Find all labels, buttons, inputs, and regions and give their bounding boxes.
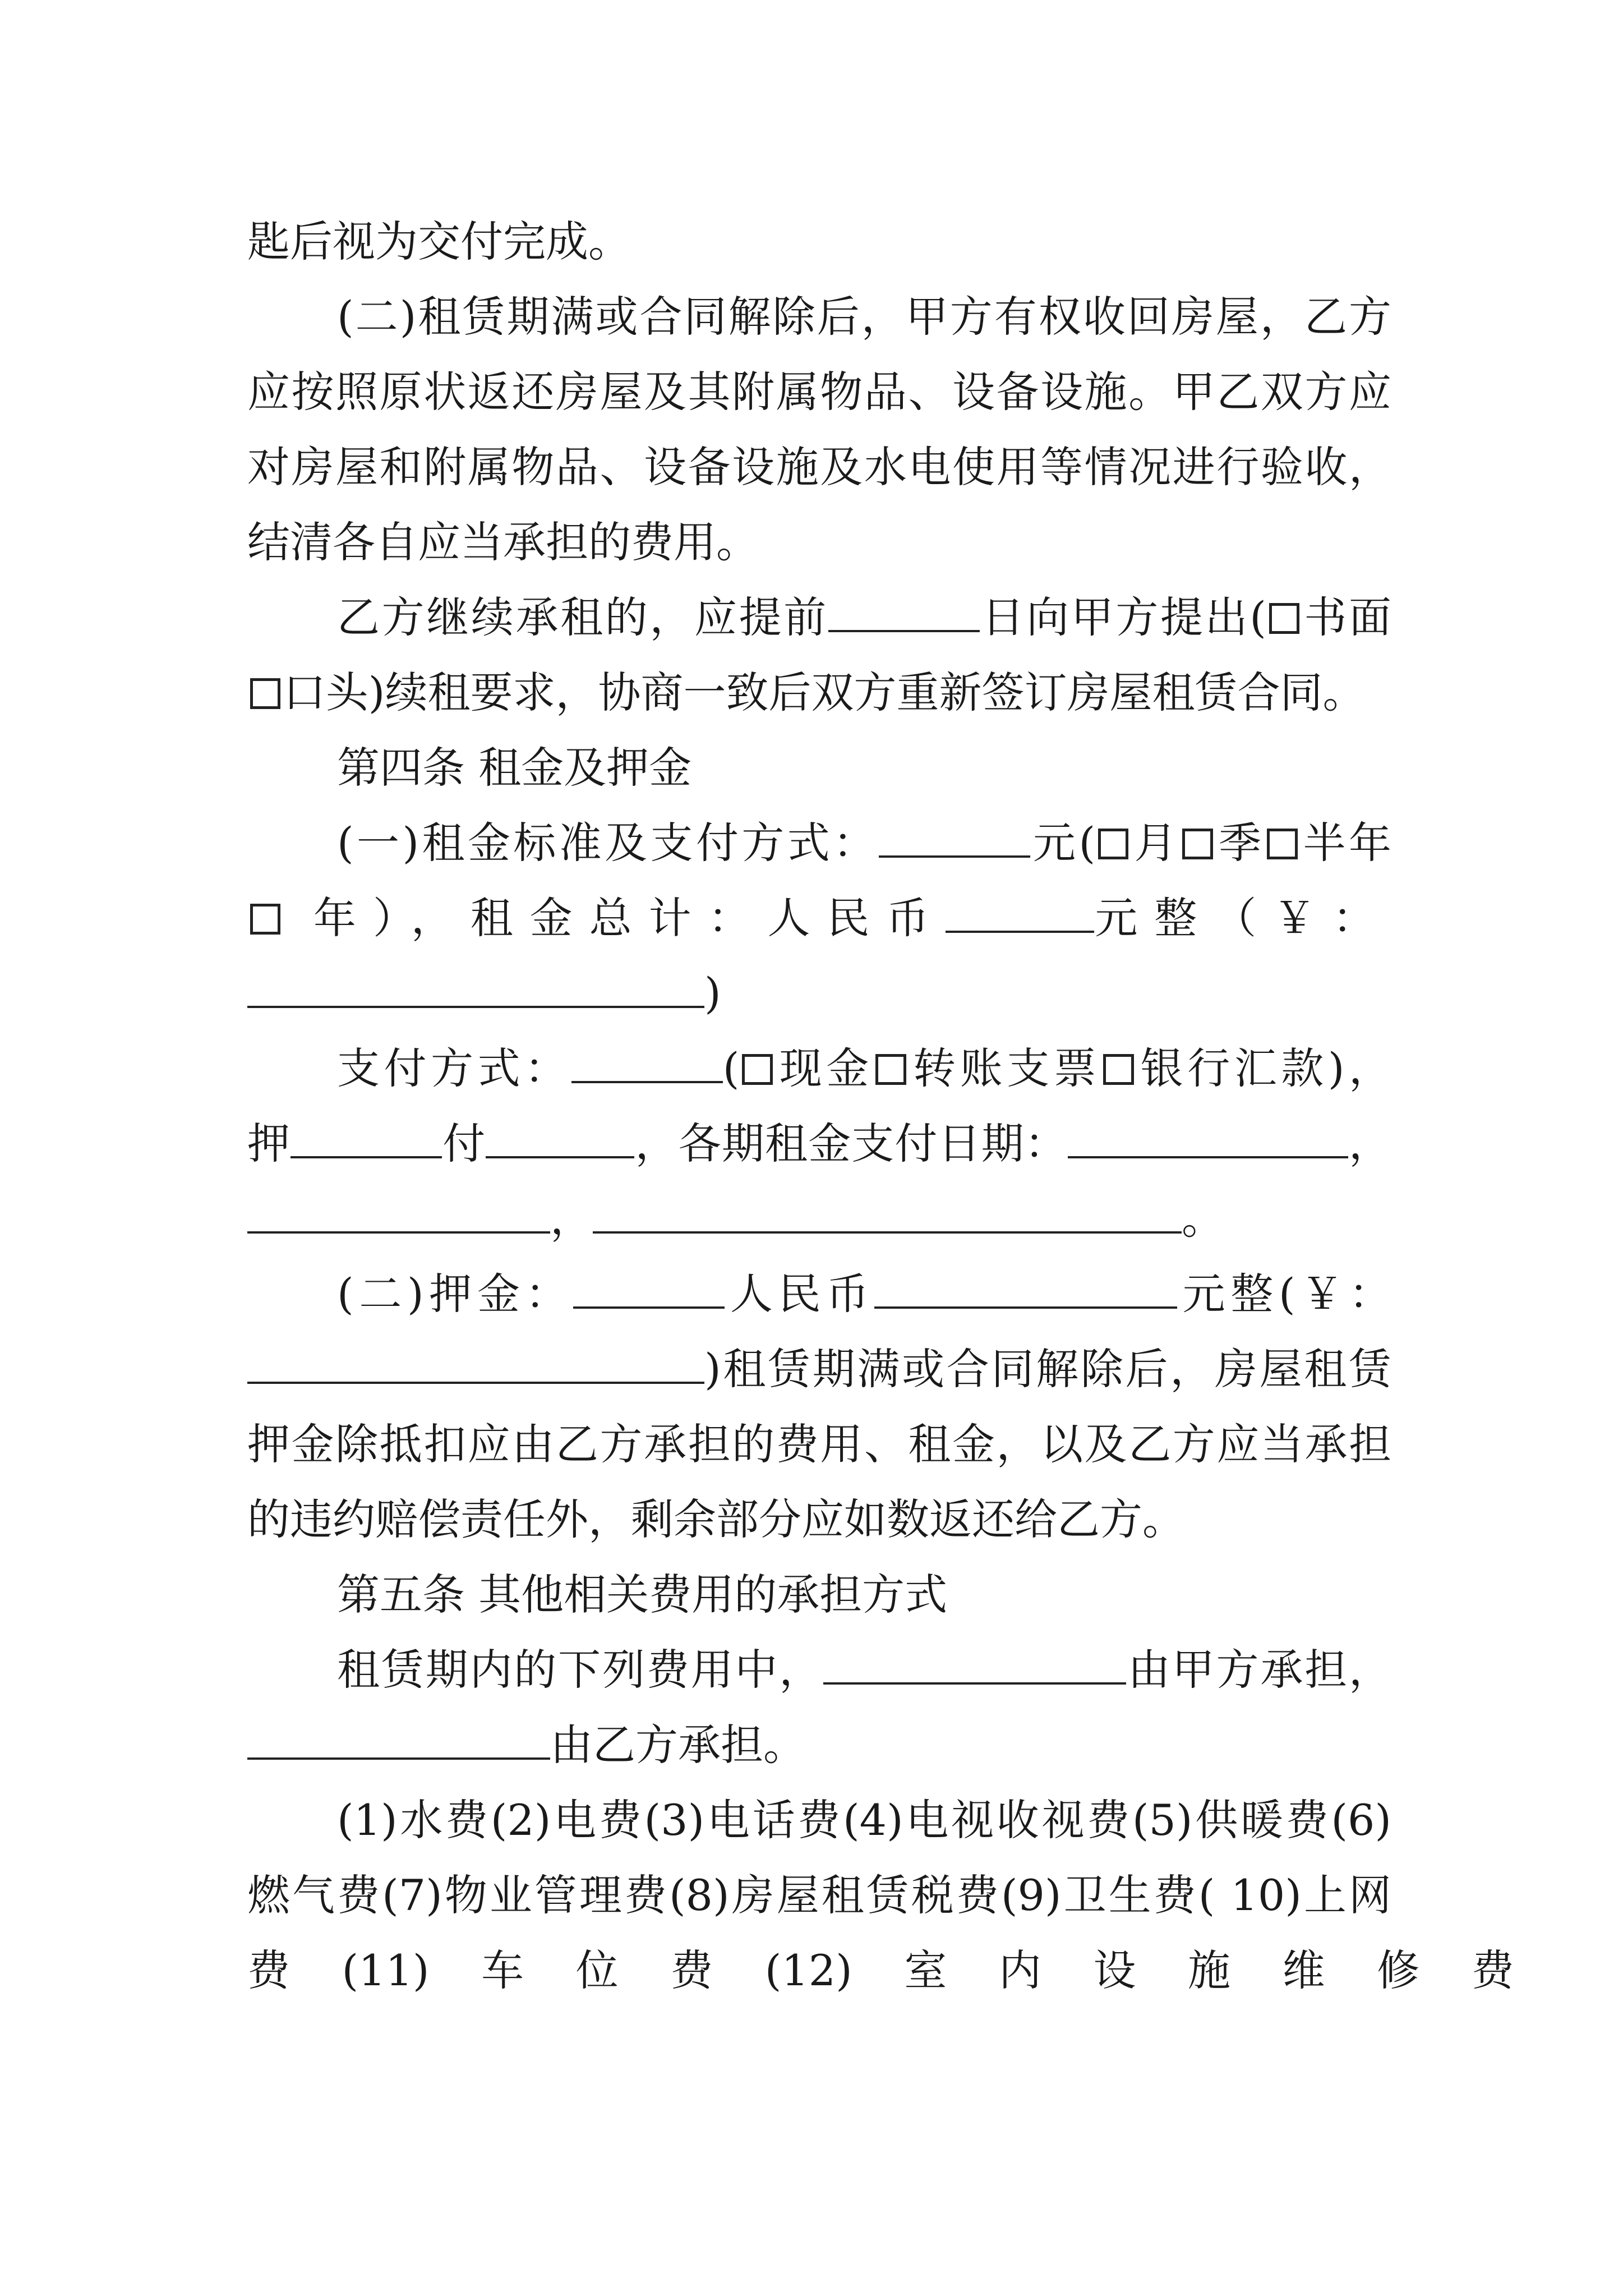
paragraph-line bbox=[247, 882, 1391, 955]
paragraph-line bbox=[247, 1408, 1391, 1481]
fill-blank[interactable] bbox=[823, 1642, 1126, 1685]
text: 。 bbox=[1182, 1194, 1224, 1244]
fill-blank[interactable] bbox=[573, 1266, 725, 1309]
checkbox-label: 半年 bbox=[1300, 818, 1392, 868]
fill-blank[interactable] bbox=[1068, 1116, 1348, 1158]
section-heading bbox=[337, 1558, 1391, 1631]
heading-text: 第五条 其他相关费用的承担方式 bbox=[337, 1570, 948, 1619]
paragraph-line bbox=[247, 1934, 1514, 2007]
text: 押金除抵扣应由乙方承担的费用、租金，以及乙方应当承担 bbox=[247, 1419, 1391, 1469]
text: 押 bbox=[247, 1119, 291, 1168]
checkbox-label: 银行汇款)， bbox=[1136, 1043, 1392, 1093]
fill-blank[interactable] bbox=[247, 1717, 550, 1760]
checkbox[interactable] bbox=[1103, 1054, 1134, 1085]
paragraph-line bbox=[337, 1032, 1391, 1105]
text: (二)租赁期满或合同解除后，甲方有权收回房屋，乙方 bbox=[337, 292, 1391, 342]
text: 乙方继续承租的，应提前 bbox=[337, 592, 828, 642]
checkbox-label: 书面 bbox=[1302, 592, 1392, 642]
checkbox[interactable] bbox=[1267, 829, 1298, 859]
fill-blank[interactable] bbox=[593, 1191, 1182, 1234]
text: 由乙方承担。 bbox=[550, 1720, 806, 1770]
checkbox[interactable] bbox=[250, 678, 281, 709]
heading-text: 第四条 租金及押金 bbox=[337, 743, 692, 793]
paragraph-line bbox=[247, 356, 1391, 429]
checkbox-label: 月 bbox=[1131, 818, 1180, 868]
checkbox-label: 现金 bbox=[775, 1043, 873, 1093]
fill-blank[interactable] bbox=[247, 1191, 550, 1234]
text: 匙后视为交付完成。 bbox=[247, 217, 631, 266]
text: ( bbox=[722, 1043, 740, 1093]
paragraph-line bbox=[247, 1483, 1391, 1556]
paragraph-line bbox=[337, 807, 1391, 880]
checkbox[interactable] bbox=[1269, 603, 1300, 634]
text: ) bbox=[704, 968, 721, 1018]
paragraph-line bbox=[337, 581, 1391, 654]
text: 付 bbox=[442, 1119, 486, 1168]
paragraph-line bbox=[247, 656, 1391, 729]
paragraph-line bbox=[247, 1859, 1391, 1932]
section-heading bbox=[337, 731, 1391, 804]
fill-blank[interactable] bbox=[486, 1116, 634, 1158]
text: 元整(￥： bbox=[1177, 1269, 1392, 1319]
text: 日向甲方提出( bbox=[979, 592, 1266, 642]
paragraph-line bbox=[337, 1634, 1391, 1706]
text: 人民币 bbox=[725, 1269, 875, 1319]
paragraph-line bbox=[337, 1258, 1391, 1331]
paragraph-line bbox=[247, 957, 1391, 1030]
text: ，各期租金支付日期： bbox=[634, 1119, 1068, 1168]
text: 元( bbox=[1030, 818, 1096, 868]
checkbox-label: 口头)续租要求，协商一致后双方重新签订房屋租赁合同。 bbox=[283, 668, 1366, 717]
fill-blank[interactable] bbox=[247, 1341, 704, 1384]
fill-blank[interactable] bbox=[879, 815, 1030, 858]
fill-blank[interactable] bbox=[946, 890, 1094, 933]
checkbox[interactable] bbox=[250, 904, 281, 935]
paragraph-line bbox=[247, 1107, 1391, 1180]
text: ， bbox=[550, 1194, 593, 1244]
checkbox[interactable] bbox=[742, 1054, 773, 1085]
paragraph-line bbox=[247, 1709, 1391, 1782]
checkbox-label: 季 bbox=[1215, 818, 1265, 868]
text: 结清各自应当承担的费用。 bbox=[247, 517, 759, 567]
text: 元整（￥： bbox=[1094, 893, 1391, 943]
fill-blank[interactable] bbox=[874, 1266, 1177, 1309]
fill-blank[interactable] bbox=[571, 1041, 723, 1083]
text: 年），租金总计：人民币 bbox=[283, 893, 946, 943]
paragraph-line bbox=[247, 205, 1391, 278]
text: (一)租金标准及支付方式： bbox=[337, 818, 879, 868]
checkbox[interactable] bbox=[1098, 829, 1129, 859]
checkbox-label: 转账支票 bbox=[909, 1043, 1101, 1093]
fill-blank[interactable] bbox=[247, 965, 704, 1008]
text: 由甲方承担， bbox=[1126, 1645, 1392, 1695]
text: (二)押金： bbox=[337, 1269, 574, 1319]
paragraph-line bbox=[247, 506, 1391, 579]
paragraph-line bbox=[247, 1182, 1391, 1255]
paragraph-line bbox=[337, 280, 1391, 353]
text: (1)水费(2)电费(3)电话费(4)电视收视费(5)供暖费(6) bbox=[337, 1795, 1391, 1845]
text: 费 (11) 车 位 费 (12) 室 内 设 施 维 修 费 bbox=[247, 1945, 1514, 1995]
text: 应按照原状返还房屋及其附属物品、设备设施。甲乙双方应 bbox=[247, 367, 1391, 417]
paragraph-line bbox=[247, 431, 1391, 504]
text: ， bbox=[1348, 1119, 1392, 1168]
text: 支付方式： bbox=[337, 1043, 571, 1093]
paragraph-line bbox=[247, 1333, 1391, 1406]
checkbox[interactable] bbox=[875, 1054, 906, 1085]
fill-blank[interactable] bbox=[291, 1116, 442, 1158]
text: )租赁期满或合同解除后，房屋租赁 bbox=[704, 1344, 1391, 1394]
checkbox[interactable] bbox=[1182, 829, 1213, 859]
fill-blank[interactable] bbox=[828, 590, 980, 632]
text: 租赁期内的下列费用中， bbox=[337, 1645, 824, 1695]
text: 对房屋和附属物品、设备设施及水电使用等情况进行验收， bbox=[247, 442, 1391, 492]
text: 燃气费(7)物业管理费(8)房屋租赁税费(9)卫生费( 10)上网 bbox=[247, 1870, 1391, 1920]
text: 的违约赔偿责任外，剩余部分应如数返还给乙方。 bbox=[247, 1494, 1185, 1544]
paragraph-line bbox=[337, 1784, 1391, 1857]
